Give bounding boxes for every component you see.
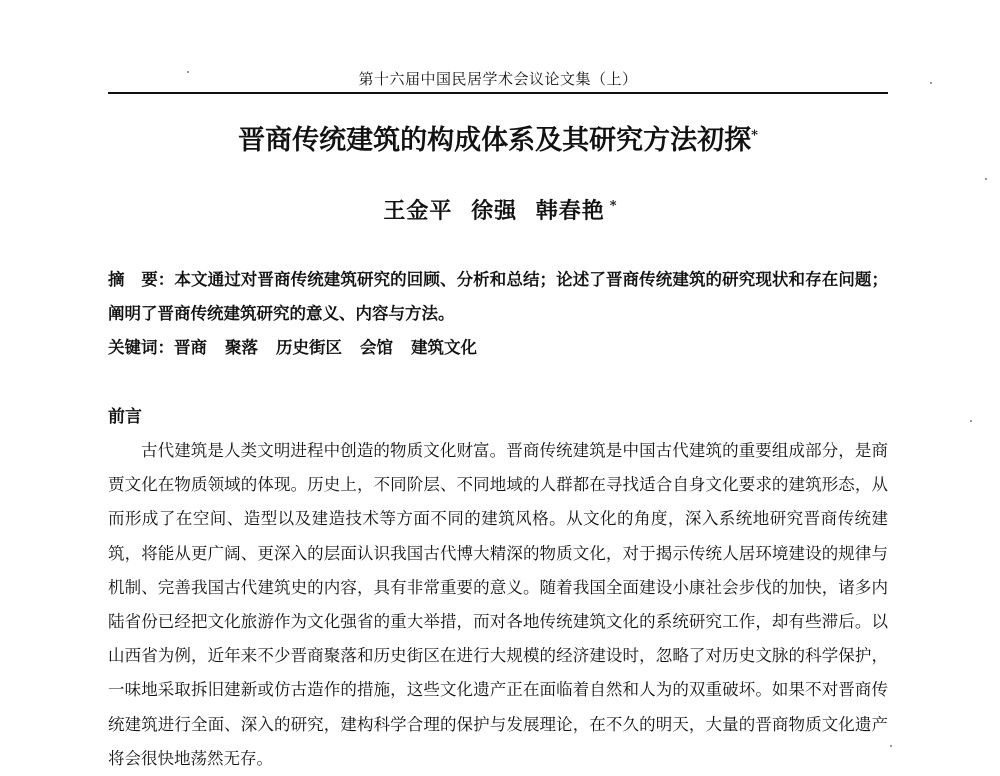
abstract-text: 本文通过对晋商传统建筑研究的回顾、分析和总结；论述了晋商传统建筑的研究现状和存在问题；阐明了晋商传统建筑研究的意义、内容与方法。 — [108, 270, 889, 323]
title-text: 晋商传统建筑的构成体系及其研究方法初探 — [238, 125, 752, 156]
author-footnote-mark: * — [609, 198, 618, 214]
keyword: 建筑文化 — [411, 338, 477, 357]
scan-speck — [930, 82, 932, 84]
section-heading: 前言 — [108, 407, 142, 427]
author-name: 韩春艳 — [535, 198, 605, 224]
scan-speck — [187, 71, 189, 73]
author-name: 王金平 — [383, 198, 453, 224]
keyword: 聚落 — [225, 338, 258, 357]
scan-speck — [985, 178, 987, 180]
body-paragraph: 古代建筑是人类文明进程中创造的物质文化财富。晋商传统建筑是中国古代建筑的重要组成部分，是商贾文化在物质领域的体现。历史上，不同阶层、不同地域的人群都在寻找适合自身文化要求的建筑形态，从而形成了在空间、造型以及建造技术等方面不同的建筑风格。从文化的角度，深入系统地研究晋商传统建筑，将能从更广阔、更深入的层面认识我国古代博大精深的物质文化，对于揭示传统人居环境建设的规律与机制、完善我国古代建筑史的内容，具有非常重要的意义。随着我国全面建设小康社会步伐的加快，诸多内陆省份已经把文化旅游作为文化强省的重大举措，而对各地传统建筑文化的系统研究工作，却有些滞后。以山西省为例，近年来不少晋商聚落和历史街区在进行大规模的经济建设时，忽略了对历史文脉的科学保护，一味地采取拆旧建新或仿古造作的措施，这些文化遗产正在面临着自然和人为的双重破坏。如果不对晋商传统建筑进行全面、深入的研究，建构科学合理的保护与发展理论，在不久的明天，大量的晋商物质文化遗产将会很快地荡然无存。 — [108, 441, 888, 768]
scan-speck — [970, 420, 972, 422]
running-header: 第十六届中国民居学术会议论文集（上） — [358, 70, 638, 88]
keywords — [108, 333, 888, 363]
abstract — [108, 263, 888, 331]
scan-speck — [890, 745, 892, 747]
title-footnote-mark: * — [751, 128, 758, 143]
paper-title — [108, 118, 888, 157]
header-rule — [108, 92, 888, 94]
keyword: 会馆 — [360, 338, 393, 357]
abstract-label: 摘 要： — [108, 270, 175, 289]
keyword: 晋商 — [174, 338, 207, 357]
keyword: 历史街区 — [276, 338, 342, 357]
author-name: 徐强 — [471, 198, 518, 224]
keywords-label: 关键词： — [108, 338, 174, 357]
author-list — [108, 194, 888, 225]
